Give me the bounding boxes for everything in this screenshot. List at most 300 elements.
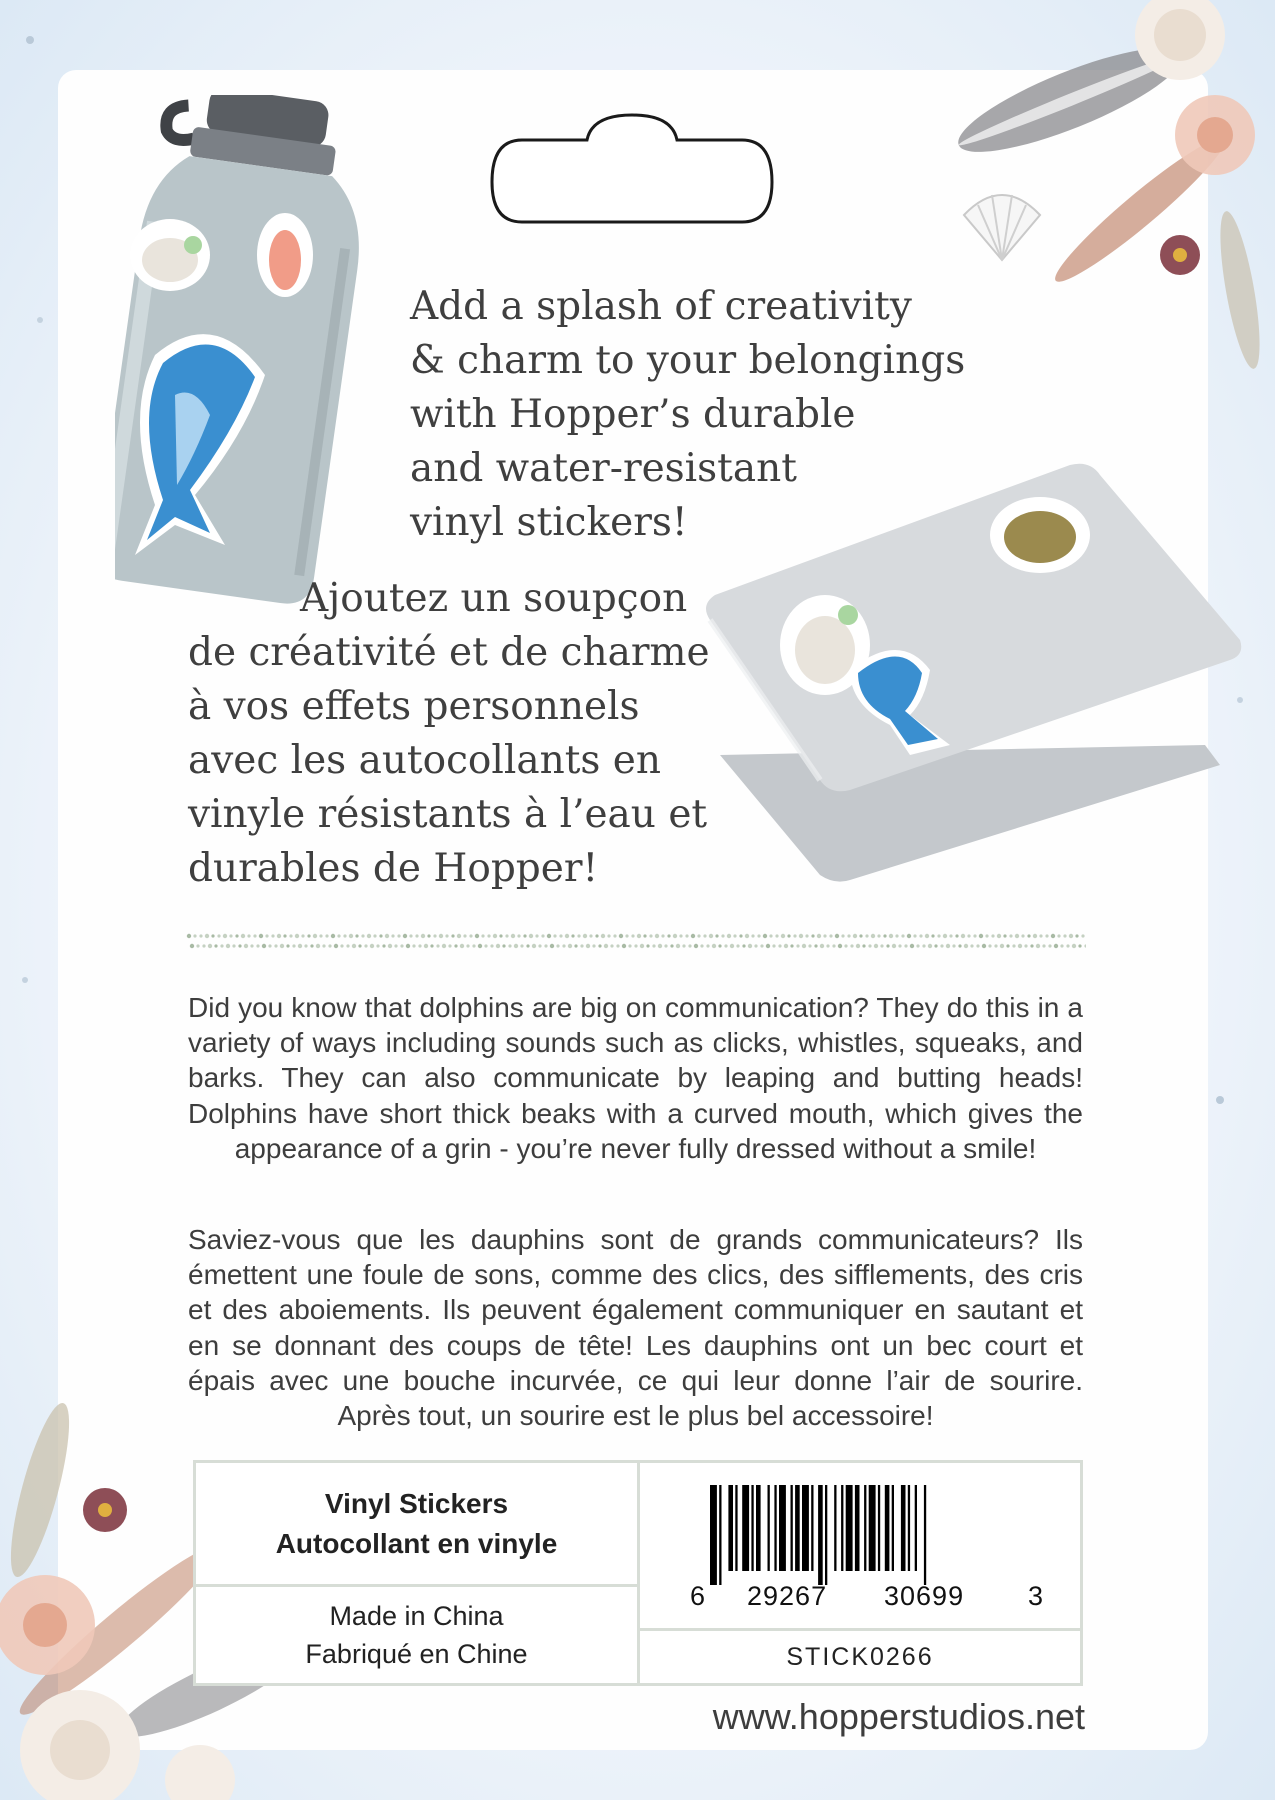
divider-dot: [550, 944, 554, 948]
divider-dot: [874, 944, 878, 948]
divider-dot: [454, 944, 457, 947]
divider-dot: [826, 944, 829, 947]
divider-dot: [427, 934, 430, 937]
divider-dot: [1024, 944, 1027, 947]
divider-dot: [595, 934, 598, 937]
divider-dot: [397, 934, 400, 937]
divider-dot: [862, 944, 865, 947]
divider-dot: [1084, 944, 1086, 947]
product-info-right: [640, 1463, 1080, 1683]
divider-dot: [466, 944, 469, 947]
divider-dot: [250, 944, 253, 947]
divider-dot: [226, 944, 230, 948]
divider-dot: [280, 944, 284, 948]
divider-dot: [562, 944, 565, 947]
divider-dot: [541, 934, 544, 937]
barcode-digits-right: 30699: [884, 1581, 965, 1611]
divider-dot: [451, 934, 454, 937]
barcode-cell: [640, 1463, 1080, 1631]
divider-dot: [628, 944, 631, 947]
divider-dot: [358, 944, 361, 947]
tagline-line: avec les autocollants en: [188, 738, 662, 783]
divider-dot: [574, 944, 577, 947]
divider-dot: [481, 934, 484, 937]
divider-dot: [538, 944, 541, 947]
divider-dot: [409, 934, 412, 937]
divider-dot: [691, 934, 695, 938]
divider-dot: [367, 934, 371, 938]
barcode-bar: [885, 1485, 890, 1571]
divider-dot: [364, 944, 367, 947]
divider-dot: [931, 934, 934, 937]
divider-dot: [784, 944, 788, 948]
divider-dot: [643, 934, 646, 937]
divider-dot: [667, 934, 670, 937]
divider-dot: [655, 934, 659, 938]
divider-dot: [712, 944, 716, 948]
divider-dot: [943, 934, 947, 938]
divider-dot: [853, 934, 857, 938]
divider-dot: [472, 944, 475, 947]
barcode-digit-first: 6: [690, 1581, 706, 1611]
divider-dot: [517, 934, 520, 937]
divider-dot: [436, 944, 439, 947]
water-bottle-illustration: [115, 95, 365, 605]
divider-dot: [1081, 934, 1084, 937]
divider-dot: [385, 934, 389, 938]
divider-dot: [901, 934, 904, 937]
barcode-digits-left: 29267: [747, 1581, 828, 1611]
divider-dot: [805, 934, 808, 937]
sea-turtle-sticker: [990, 497, 1090, 573]
divider-dot: [1036, 944, 1040, 948]
divider-dot: [949, 934, 952, 937]
divider-dot: [193, 934, 196, 937]
divider-dot: [373, 934, 376, 937]
divider-dot: [307, 934, 310, 937]
divider-dot: [730, 944, 734, 948]
divider-dot: [811, 934, 814, 937]
divider-dot: [1045, 934, 1048, 937]
barcode-bar: [855, 1485, 860, 1571]
divider-dot: [796, 944, 799, 947]
divider-dot: [898, 944, 901, 947]
divider-dot: [955, 934, 958, 937]
tagline-line: Ajoutez un soupçon: [300, 576, 688, 621]
divider-dot: [265, 934, 268, 937]
divider-dot: [967, 934, 970, 937]
divider-dot: [298, 944, 302, 948]
barcode-bar: [878, 1485, 880, 1571]
divider-dot: [799, 934, 803, 938]
divider-dot: [658, 944, 662, 948]
divider-dot: [439, 934, 443, 938]
divider-dot: [631, 934, 634, 937]
divider-dot: [1003, 934, 1006, 937]
divider-dot: [610, 944, 613, 947]
divider-dot: [718, 944, 721, 947]
english-tagline: [410, 280, 970, 550]
divider-dot: [391, 934, 394, 937]
divider-dot: [733, 934, 736, 937]
barcode-bar: [834, 1485, 836, 1571]
divider-dot: [334, 944, 338, 948]
divider-dot: [253, 934, 256, 937]
divider-dot: [361, 934, 364, 937]
divider-dot: [421, 934, 425, 938]
divider-dot: [946, 944, 950, 948]
hang-hole-icon: [482, 110, 782, 230]
divider-dot: [844, 944, 847, 947]
divider-dot: [625, 934, 628, 937]
divider-dot: [676, 944, 680, 948]
divider-dot: [880, 944, 883, 947]
divider-dot: [1060, 944, 1063, 947]
divider-dot: [340, 944, 343, 947]
divider-dot: [496, 944, 500, 948]
divider-dot: [400, 944, 403, 947]
divider-dot: [412, 944, 415, 947]
barcode-bar: [795, 1485, 800, 1571]
divider-dot: [325, 934, 328, 937]
divider-dot: [793, 934, 796, 937]
divider-dot: [694, 944, 698, 948]
divider-dot: [505, 934, 508, 937]
divider-dot: [1075, 934, 1078, 937]
seagull-sticker: [130, 219, 210, 291]
divider-dot: [445, 934, 448, 937]
divider-dot: [934, 944, 937, 947]
divider-dot: [664, 944, 667, 947]
divider-dot: [553, 934, 556, 937]
divider-dot: [871, 934, 875, 938]
divider-dot: [739, 934, 742, 937]
tagline-line: vinyle résistants à l’eau et: [188, 792, 708, 837]
tagline-line: durables de Hopper!: [188, 846, 599, 891]
divider-dot: [1042, 944, 1045, 947]
tagline-line: & charm to your belongings: [410, 338, 966, 383]
divider-dot: [352, 944, 356, 948]
divider-dot: [1018, 944, 1022, 948]
divider-dot: [685, 934, 688, 937]
divider-dot: [622, 944, 626, 948]
divider-dot: [988, 944, 991, 947]
barcode-bar: [774, 1485, 776, 1571]
divider-dot: [1006, 944, 1009, 947]
divider-dot: [856, 944, 860, 948]
divider-dot: [442, 944, 446, 948]
divider-dot: [673, 934, 677, 938]
divider-dot: [958, 944, 961, 947]
product-type-fr: Autocollant en vinyle: [275, 1527, 558, 1559]
barcode-bar: [892, 1485, 894, 1571]
tagline-line: Add a splash of creativity: [410, 284, 912, 329]
barcode-bar: [735, 1485, 737, 1571]
divider-dot: [1030, 944, 1033, 947]
divider-dot: [913, 934, 916, 937]
divider-dot: [328, 944, 331, 947]
seashell-icon: [958, 185, 1046, 265]
divider-dot: [688, 944, 691, 947]
divider-dot: [322, 944, 325, 947]
divider-dot: [1069, 934, 1073, 938]
divider-dot: [478, 944, 482, 948]
divider-dot: [448, 944, 451, 947]
origin-fr: Fabriqué en Chine: [305, 1639, 528, 1669]
divider-dot: [835, 934, 839, 938]
tagline-line: with Hopper’s durable: [410, 392, 856, 437]
divider-dot: [370, 944, 374, 948]
divider-dot: [916, 944, 919, 947]
divider-dot: [277, 934, 281, 938]
divider-dot: [922, 944, 925, 947]
divider-dot: [301, 934, 304, 937]
divider-dot: [319, 934, 322, 937]
divider-dot: [925, 934, 929, 938]
divider-dot: [502, 944, 505, 947]
divider-dot: [979, 934, 983, 938]
divider-dot: [727, 934, 731, 938]
divider-dot: [586, 944, 590, 948]
divider-dot: [241, 934, 245, 938]
divider-dot: [1009, 934, 1012, 937]
divider-dot: [919, 934, 922, 937]
divider-dot: [415, 934, 418, 937]
divider-dot: [202, 944, 205, 947]
divider-dot: [763, 934, 767, 938]
barcode-bar: [768, 1485, 770, 1571]
barcode-bar: [779, 1485, 786, 1571]
divider-dot: [613, 934, 616, 937]
barcode-bar: [924, 1485, 926, 1585]
divider-dot: [526, 944, 529, 947]
divider-dot: [802, 944, 806, 948]
divider-dot: [457, 934, 461, 938]
divider-dot: [886, 944, 889, 947]
dolphin-fact-french: Saviez-vous que les dauphins sont de grands communicateurs? Ils émettent une foule de sons, comme des clics, des sifflements, des cris et des aboiements. Ils peuvent également communiquer en sautant et en se donnant des coups de tête! Les dauphins ont un bec court et épais avec une bouche incurvée, ce qui leur donne l’air de sourire. Après tout, un sourire est le plus bel accessoire!: [188, 1224, 1083, 1432]
tagline-line: and water-resistant: [410, 446, 797, 491]
divider-dot: [460, 944, 464, 948]
dotted-divider: [186, 930, 1086, 954]
product-type-en: Vinyl Stickers: [324, 1487, 509, 1519]
divider-dot: [997, 934, 1001, 938]
divider-dot: [766, 944, 770, 948]
divider-dot: [424, 944, 428, 948]
divider-dot: [310, 944, 313, 947]
divider-dot: [964, 944, 968, 948]
divider-dot: [772, 944, 775, 947]
divider-dot: [487, 934, 490, 937]
divider-dot: [208, 944, 212, 948]
divider-dot: [910, 944, 914, 948]
barcode-bar: [719, 1485, 721, 1585]
divider-dot: [571, 934, 574, 937]
divider-dot: [883, 934, 886, 937]
sku-cell: STICK0266: [786, 1642, 934, 1671]
divider-dot: [1051, 934, 1055, 938]
divider-dot: [985, 934, 988, 937]
divider-dot: [556, 944, 559, 947]
divider-dot: [937, 934, 940, 937]
divider-dot: [217, 934, 220, 937]
barcode-bar: [756, 1485, 761, 1571]
divider-dot: [220, 944, 223, 947]
barcode-bar: [901, 1485, 906, 1571]
divider-dot: [304, 944, 307, 947]
divider-dot: [583, 934, 587, 938]
divider-dot: [892, 944, 896, 948]
divider-dot: [724, 944, 727, 947]
barcode-bar: [811, 1485, 813, 1571]
divider-dot: [376, 944, 379, 947]
divider-dot: [343, 934, 346, 937]
divider-dot: [994, 944, 997, 947]
divider-dot: [532, 944, 536, 948]
divider-dot: [709, 934, 713, 938]
divider-dot: [808, 944, 811, 947]
divider-dot: [262, 944, 266, 948]
divider-dot: [823, 934, 826, 937]
tagline-line: vinyl stickers!: [410, 500, 688, 545]
divider-dot: [895, 934, 898, 937]
barcode-digits: [690, 1581, 1044, 1617]
divider-dot: [706, 944, 709, 947]
divider-dot: [1027, 934, 1030, 937]
divider-dot: [973, 934, 976, 937]
divider-dot: [721, 934, 724, 937]
divider-dot: [754, 944, 757, 947]
divider-dot: [787, 934, 790, 937]
divider-dot: [286, 944, 289, 947]
divider-dot: [616, 944, 619, 947]
divider-dot: [1021, 934, 1024, 937]
divider-dot: [313, 934, 317, 938]
divider-dot: [976, 944, 979, 947]
barcode-bar: [818, 1485, 823, 1585]
barcode-bar: [915, 1485, 917, 1571]
product-type-cell: [196, 1463, 637, 1587]
divider-dot: [535, 934, 538, 937]
divider-dot: [1012, 944, 1015, 947]
divider-dot: [928, 944, 932, 948]
divider-dot: [604, 944, 608, 948]
divider-dot: [592, 944, 595, 947]
divider-dot: [601, 934, 605, 938]
divider-dot: [244, 944, 248, 948]
barcode-bar: [825, 1485, 827, 1585]
divider-dot: [490, 944, 493, 947]
divider-dot: [568, 944, 572, 948]
divider-dot: [493, 934, 497, 938]
divider-dot: [484, 944, 487, 947]
divider-dot: [1015, 934, 1019, 938]
divider-dot: [646, 944, 649, 947]
divider-dot: [547, 934, 551, 938]
divider-dot: [1066, 944, 1069, 947]
divider-dot: [418, 944, 421, 947]
divider-dot: [907, 934, 911, 938]
divider-dot: [1072, 944, 1076, 948]
divider-dot: [829, 934, 832, 937]
barcode-bar: [908, 1485, 910, 1571]
divider-dot: [268, 944, 271, 947]
divider-dot: [847, 934, 850, 937]
divider-dot: [589, 934, 592, 937]
divider-dot: [820, 944, 824, 948]
divider-dot: [982, 944, 986, 948]
barcode-digit-check: 3: [1028, 1581, 1044, 1611]
divider-dot: [868, 944, 871, 947]
barcode-bar: [802, 1485, 809, 1571]
french-tagline: [188, 572, 728, 896]
divider-dot: [403, 934, 407, 938]
flamingo-sticker: [257, 213, 313, 297]
divider-dot: [700, 944, 703, 947]
divider-dot: [970, 944, 973, 947]
divider-dot: [1057, 934, 1060, 937]
divider-dot: [499, 934, 502, 937]
divider-dot: [289, 934, 292, 937]
website-link[interactable]: www.hopperstudios.net: [712, 1696, 1085, 1737]
barcode-bar: [742, 1485, 749, 1571]
divider-dot: [514, 944, 518, 948]
origin-cell: [196, 1587, 637, 1683]
divider-dot: [751, 934, 754, 937]
divider-dot: [355, 934, 358, 937]
divider-dot: [1039, 934, 1042, 937]
divider-dot: [778, 944, 781, 947]
divider-dot: [652, 944, 655, 947]
divider-dot: [190, 944, 194, 948]
barcode-bar: [864, 1485, 866, 1571]
divider-dot: [1000, 944, 1004, 948]
divider-dot: [841, 934, 844, 937]
divider-dot: [283, 934, 286, 937]
barcode-bar: [846, 1485, 853, 1571]
divider-dot: [769, 934, 772, 937]
divider-dot: [559, 934, 562, 937]
divider-dot: [814, 944, 817, 947]
divider-dot: [619, 934, 623, 938]
product-info-table: [193, 1460, 1083, 1686]
divider-dot: [247, 934, 250, 937]
divider-dot: [1078, 944, 1081, 947]
divider-dot: [232, 944, 235, 947]
barcode-bar: [791, 1485, 793, 1571]
divider-dot: [349, 934, 353, 938]
divider-dot: [790, 944, 793, 947]
divider-dot: [832, 944, 835, 947]
barcode-bar: [728, 1485, 733, 1571]
divider-dot: [214, 944, 217, 947]
divider-dot: [817, 934, 821, 938]
tagline-line: de créativité et de charme: [188, 630, 710, 675]
divider-dot: [229, 934, 232, 937]
divider-dot: [637, 934, 641, 938]
divider-dot: [952, 944, 955, 947]
divider-dot: [904, 944, 907, 947]
barcode: [708, 1485, 1008, 1585]
divider-dot: [205, 934, 209, 938]
product-info-left: [196, 1463, 640, 1683]
divider-dot: [388, 944, 392, 948]
divider-dot: [748, 944, 752, 948]
divider-dot: [865, 934, 868, 937]
divider-dot: [331, 934, 335, 938]
divider-dot: [382, 944, 385, 947]
divider-dot: [565, 934, 569, 938]
divider-dot: [520, 944, 523, 947]
